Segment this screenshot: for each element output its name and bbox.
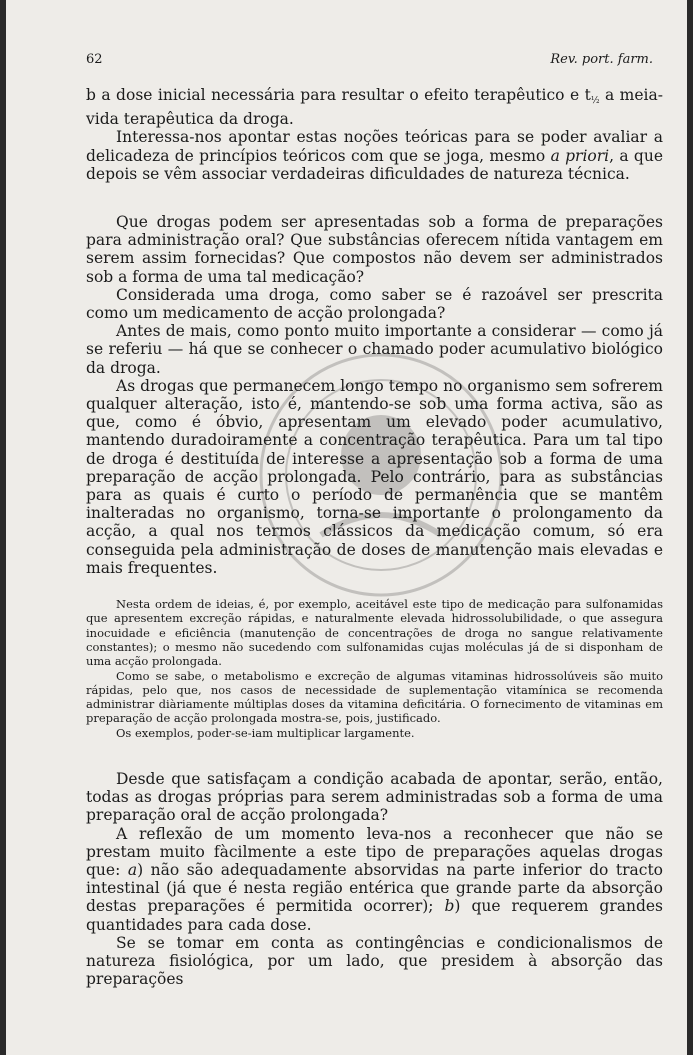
paragraph-8: A reflexão de um momento leva-nos a reconhecer que não se prestam muito fàcilmente a este tipo de preparações aquelas drogas que: a) não são adequadamente absorvidas na parte inferior do tracto intestinal (já que é nesta região entérica que grande parte da absorção destas preparações é permitida ocorrer); b) que requerem grandes quantidades para cada dose. <box>86 824 664 934</box>
paragraph-5: Antes de mais, como ponto muito importante a considerar — como já se referiu — há que se conhecer o chamado poder acumulativo biológico da droga. <box>86 322 663 377</box>
paragraph-4: Considerada uma droga, como saber se é razoável ser prescrita como um medicamento de acção prolongada? <box>86 285 663 323</box>
small-print-block <box>86 597 663 740</box>
small-paragraph-2: Como se sabe, o metabolismo e excreção de algumas vitaminas hidrossolúveis são muito rápidas, pelo que, nos casos de necessidade de suplementação vitamínica se recomenda administrar diàriamente múltiplas doses da vitamina deficitária. O fornecimento de vitaminas em preparação de acção prolongada mostra-se, pois, justificado. <box>86 668 663 726</box>
paragraph-6: As drogas que permanecem longo tempo no organismo sem sofrerem qualquer alteração, isto é, mantendo-se sob uma forma activa, são as que, como é óbvio, apresentam um elevado poder acumulativo, mantendo duradoiramente a concentração terapêutica. Para um tal tipo de droga é destituída de interesse a apresentação sob a forma de uma preparação de acção prolongada. Pelo contrário, para as substâncias para as quais é curto o período de permanência que se mantêm inalteradas no organismo, torna-se importante o prolongamento da acção, a qual nos termos clássicos da medicação comum, só era conseguida pela administração de doses de manutenção mais elevadas e mais frequentes. <box>86 376 663 577</box>
paragraph-1: b a dose inicial necessária para resultar o efeito terapêutico e $t_{\frac{1}{2}}$ a meia-vida terapêutica da droga. <box>86 86 663 129</box>
small-paragraph-1: Nesta ordem de ideias, é, por exemplo, aceitável este tipo de medicação para sulfonamidas que apresentem excreção rápidas, e naturalmente elevada hidrossolubilidade, o que assegura inocuidade e eficiência (manutenção de concentrações de droga no sangue relativamente constantes); o mesmo não sucedendo com sulfonamidas cujas moléculas já de si disponham de uma acção prolongada. <box>86 597 663 669</box>
page-header <box>86 52 653 67</box>
small-paragraph-3: Os exemplos, poder-se-iam multiplicar largamente. <box>116 725 415 740</box>
page-number: 62 <box>86 52 103 67</box>
paragraph-7: Desde que satisfaçam a condição acabada de apontar, serão, então, todas as drogas próprias para serem administradas sob a forma de uma preparação oral de acção prolongada? <box>86 770 663 825</box>
page-body <box>86 86 663 988</box>
paragraph-2: Interessa-nos apontar estas noções teóricas para se poder avaliar a delicadeza de princípios teóricos com que se joga, mesmo a priori, a que depois se vêm associar verdadeiras dificuldades de natureza técnica. <box>86 128 664 183</box>
paragraph-9: Se se tomar em conta as contingências e condicionalismos de natureza fisiológica, por um lado, que presidem à absorção das preparações <box>86 933 663 989</box>
journal-title: Rev. port. farm. <box>550 52 653 67</box>
paragraph-3: Que drogas podem ser apresentadas sob a forma de preparações para administração oral? Que substâncias oferecem nítida vantagem em serem assim fornecidas? Que compostos não devem ser administrados sob a forma de uma tal medicação? <box>86 213 663 286</box>
